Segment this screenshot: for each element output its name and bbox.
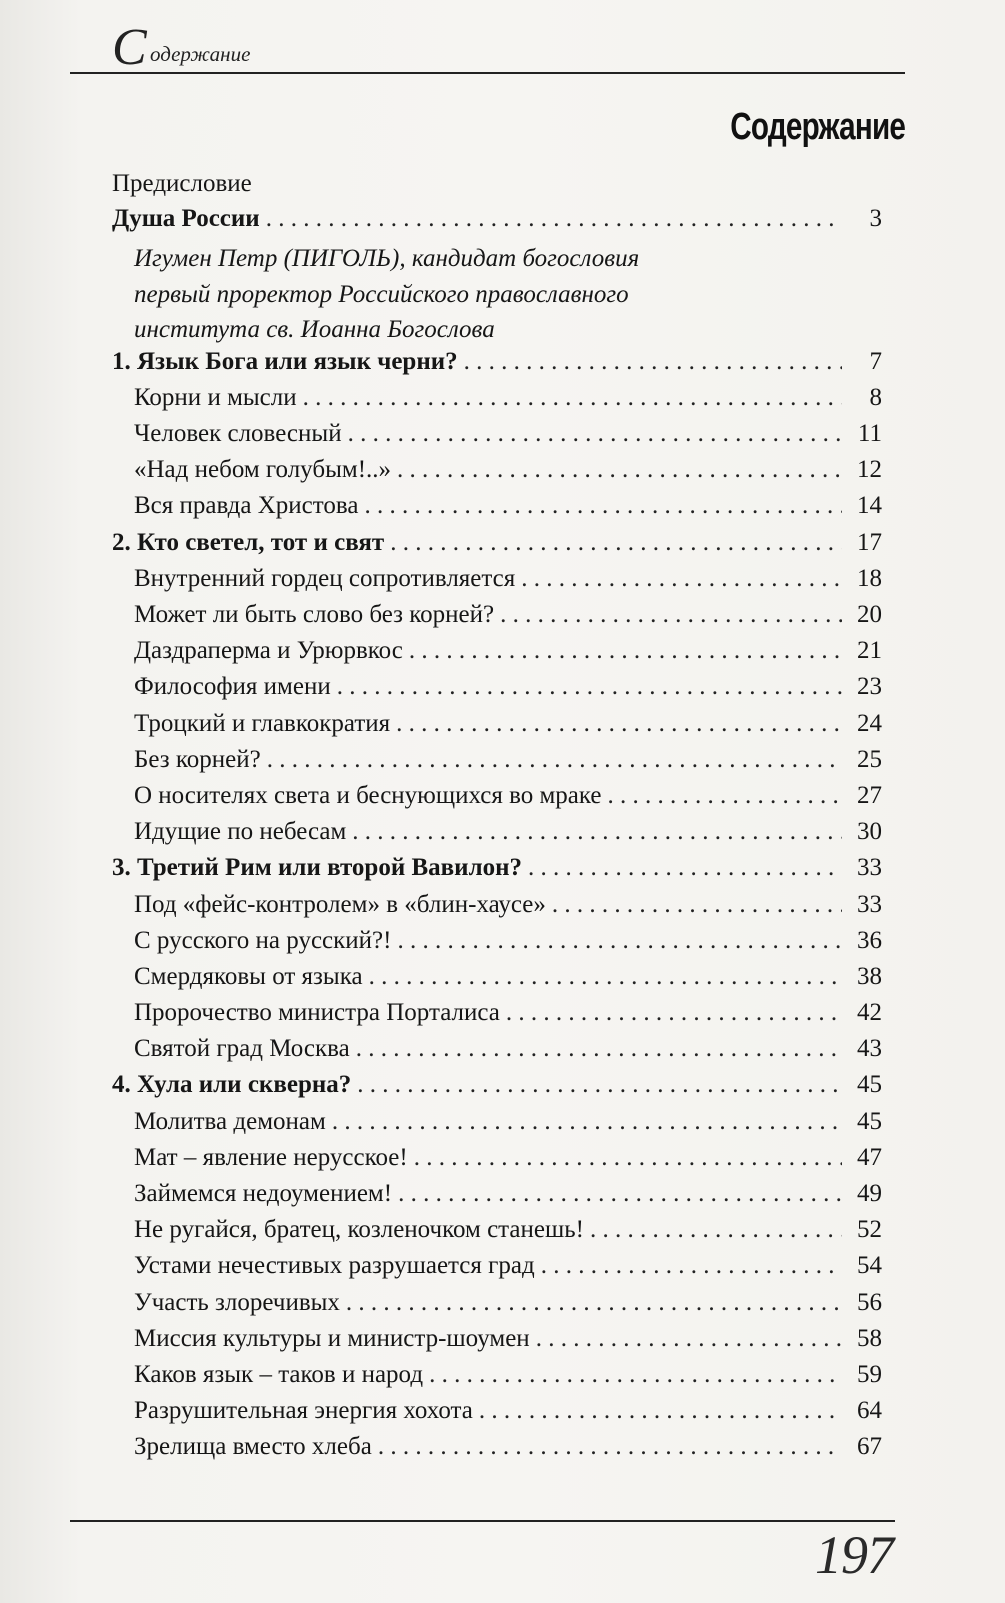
toc-entry-row xyxy=(112,927,892,963)
page-number: 197 xyxy=(815,1525,893,1585)
running-header-initial: С xyxy=(112,19,147,76)
toc-entry-page: 23 xyxy=(857,673,882,701)
toc-entry-title: Душа России xyxy=(112,205,260,232)
toc-entry-title: Зрелища вместо хлеба xyxy=(134,1433,372,1461)
toc-entry-title: 4. Хула или скверна? xyxy=(112,1071,352,1099)
toc-leader-dots xyxy=(528,854,842,882)
toc-entry-title: Не ругайся, братец, козленочком станешь! xyxy=(134,1216,584,1244)
toc-leader-dots xyxy=(346,1289,842,1317)
toc-entry-row xyxy=(112,601,892,637)
toc-entry-page: 67 xyxy=(857,1433,882,1461)
toc-entry-title: Пророчество министра Порталиса xyxy=(134,999,500,1027)
toc-leader-dots xyxy=(390,529,842,557)
toc-leader-dots xyxy=(398,1180,842,1208)
toc-entry-row xyxy=(112,1361,892,1397)
toc-entry-row xyxy=(112,420,892,456)
toc-entry-title: Внутренний гордец сопротивляется xyxy=(134,564,516,592)
toc-chapter-row xyxy=(112,1071,892,1107)
toc-entry-title: Займемся недоумением! xyxy=(134,1180,393,1207)
toc-entry-title: Предисловие xyxy=(112,170,252,197)
toc-chapter-row xyxy=(112,205,892,241)
toc-leader-dots xyxy=(464,348,842,376)
toc-entry-row xyxy=(112,673,892,709)
toc-entry-page: 47 xyxy=(857,1143,882,1171)
toc-entry-page: 12 xyxy=(857,456,882,484)
toc-entry-title: Молитва демонам xyxy=(134,1107,326,1135)
toc-entry-page: 56 xyxy=(857,1288,882,1316)
toc-entry-row xyxy=(112,818,892,854)
toc-leader-dots xyxy=(409,637,842,665)
toc-entry-page: 30 xyxy=(857,818,882,846)
toc-leader-dots xyxy=(364,492,842,520)
toc-entry-page: 36 xyxy=(857,926,882,954)
toc-leader-dots xyxy=(357,1071,842,1099)
toc-chapter-row xyxy=(112,529,892,565)
toc-entry-row xyxy=(112,1433,892,1469)
running-header-text: одержание xyxy=(150,42,251,66)
toc-entry-row xyxy=(112,1216,892,1252)
toc-entry-page: 3 xyxy=(869,205,882,232)
toc-leader-dots xyxy=(429,1361,842,1389)
toc-leader-dots xyxy=(303,384,842,412)
toc-leader-dots xyxy=(397,927,842,955)
toc-leader-dots xyxy=(608,782,842,810)
toc-leader-dots xyxy=(352,818,842,846)
toc-entry-title: Под «фейс-контролем» в «блин-хаусе» xyxy=(134,890,546,918)
toc-entry-title: Идущие по небесам xyxy=(134,818,347,846)
toc-leader-dots xyxy=(414,1144,842,1172)
toc-entry-row xyxy=(112,456,892,492)
toc-entry-title: 1. Язык Бога или язык черни? xyxy=(112,347,458,375)
toc-entry-title: Корни и мысли xyxy=(134,383,297,411)
toc-entry-row xyxy=(112,1325,892,1361)
toc-entry-title: Миссия культуры и министр-шоумен xyxy=(134,1324,530,1352)
toc-entry-page: 45 xyxy=(857,1071,882,1099)
running-header xyxy=(70,19,905,76)
toc-entry-page: 49 xyxy=(857,1180,882,1207)
toc-entry-title: С русского на русский?! xyxy=(134,926,392,954)
toc-entry-page: 33 xyxy=(857,854,882,882)
toc-entry-title: Святой град Москва xyxy=(134,1035,350,1063)
toc-leader-dots xyxy=(369,963,842,991)
toc-entry-row xyxy=(112,1289,892,1325)
toc-leader-dots xyxy=(590,1216,842,1244)
table-of-contents xyxy=(112,170,892,1470)
toc-entry-page: 11 xyxy=(857,420,882,448)
toc-entry-page: 8 xyxy=(869,383,882,411)
toc-entry-title: Даздраперма и Урюрвкос xyxy=(134,637,403,665)
footer-divider xyxy=(70,1520,895,1522)
toc-leader-dots xyxy=(378,1433,842,1461)
toc-entry-title: Вся правда Христова xyxy=(134,492,359,520)
toc-entry-title: О носителях света и беснующихся во мраке xyxy=(134,781,602,809)
toc-entry-row xyxy=(112,1108,892,1144)
toc-entry-title: Смердяковы от языка xyxy=(134,962,363,990)
toc-entry-page: 42 xyxy=(857,999,882,1027)
toc-leader-dots xyxy=(552,891,842,919)
toc-leader-dots xyxy=(536,1325,842,1353)
toc-entry-row xyxy=(112,891,892,927)
toc-leader-dots xyxy=(521,565,842,593)
toc-author-line: института св. Иоанна Богослова xyxy=(134,316,495,344)
toc-entry-page: 59 xyxy=(857,1360,882,1388)
toc-entry-title: 3. Третий Рим или второй Вавилон? xyxy=(112,854,522,882)
toc-entry-title: 2. Кто светел, тот и свят xyxy=(112,528,385,556)
toc-entry-row xyxy=(112,746,892,782)
page-title: Содержание xyxy=(730,106,905,148)
toc-leader-dots xyxy=(500,601,842,629)
toc-entry-title: Без корней? xyxy=(134,745,261,773)
toc-entry-page: 25 xyxy=(857,745,882,773)
toc-entry-row xyxy=(112,782,892,818)
toc-leader-dots xyxy=(506,999,842,1027)
toc-entry-row xyxy=(112,1180,892,1216)
toc-entry-page: 7 xyxy=(869,347,882,375)
toc-entry-row xyxy=(112,1144,892,1180)
toc-entry-row xyxy=(112,637,892,673)
toc-leader-dots xyxy=(337,673,842,701)
toc-entry-row xyxy=(112,999,892,1035)
toc-entry-title: Троцкий и главкократия xyxy=(134,709,391,737)
toc-entry-page: 58 xyxy=(857,1324,882,1352)
toc-entry-page: 20 xyxy=(857,601,882,628)
toc-entry-title: Разрушительная энергия хохота xyxy=(134,1397,473,1425)
toc-entry-page: 64 xyxy=(857,1397,882,1425)
toc-entry-row xyxy=(112,1252,892,1288)
toc-chapter-row xyxy=(112,854,892,890)
toc-entry-page: 45 xyxy=(857,1107,882,1135)
toc-leader-dots xyxy=(479,1397,842,1425)
toc-chapter-row xyxy=(112,348,892,384)
toc-entry-page: 52 xyxy=(857,1216,882,1244)
toc-entry-page: 17 xyxy=(857,528,882,556)
toc-leader-dots xyxy=(541,1252,842,1280)
toc-entry-page: 21 xyxy=(857,637,882,665)
toc-author-line: первый проректор Российского православного xyxy=(134,280,629,308)
toc-entry-page: 33 xyxy=(857,890,882,918)
toc-entry-title: Мат – явление нерусское! xyxy=(134,1143,408,1171)
toc-entry-page: 18 xyxy=(857,564,882,592)
toc-leader-dots xyxy=(397,456,842,484)
toc-entry-page: 14 xyxy=(857,492,882,520)
toc-entry-page: 27 xyxy=(857,781,882,809)
toc-author-line: Игумен Петр (ПИГОЛЬ), кандидат богословия xyxy=(134,245,640,273)
toc-entry-page: 43 xyxy=(857,1035,882,1063)
toc-entry-title: Устами нечестивых разрушается град xyxy=(134,1252,535,1280)
toc-entry-title: Участь злоречивых xyxy=(134,1288,340,1316)
toc-entry-row xyxy=(112,1035,892,1071)
toc-leader-dots xyxy=(356,1035,842,1063)
toc-leader-dots xyxy=(267,746,842,774)
toc-leader-dots xyxy=(266,205,842,233)
toc-entry-page: 54 xyxy=(857,1252,882,1280)
toc-entry-row xyxy=(112,963,892,999)
toc-entry-title: Человек словесный xyxy=(134,420,342,448)
toc-entry-row xyxy=(112,492,892,528)
toc-entry-row xyxy=(112,710,892,746)
toc-leader-dots xyxy=(332,1108,842,1136)
toc-leader-dots xyxy=(348,420,842,448)
toc-entry-title: Каков язык – таков и народ xyxy=(134,1360,424,1388)
toc-entry-row xyxy=(112,565,892,601)
toc-entry-row xyxy=(112,1397,892,1433)
toc-entry-title: Философия имени xyxy=(134,673,331,701)
toc-entry-title: Может ли быть слово без корней? xyxy=(134,601,495,628)
toc-entry-row xyxy=(112,384,892,420)
toc-entry-title: «Над небом голубым!..» xyxy=(134,456,392,484)
toc-entry-row xyxy=(112,170,892,205)
toc-entry-page: 24 xyxy=(857,709,882,737)
toc-leader-dots xyxy=(396,710,842,738)
toc-entry-page: 38 xyxy=(857,962,882,990)
